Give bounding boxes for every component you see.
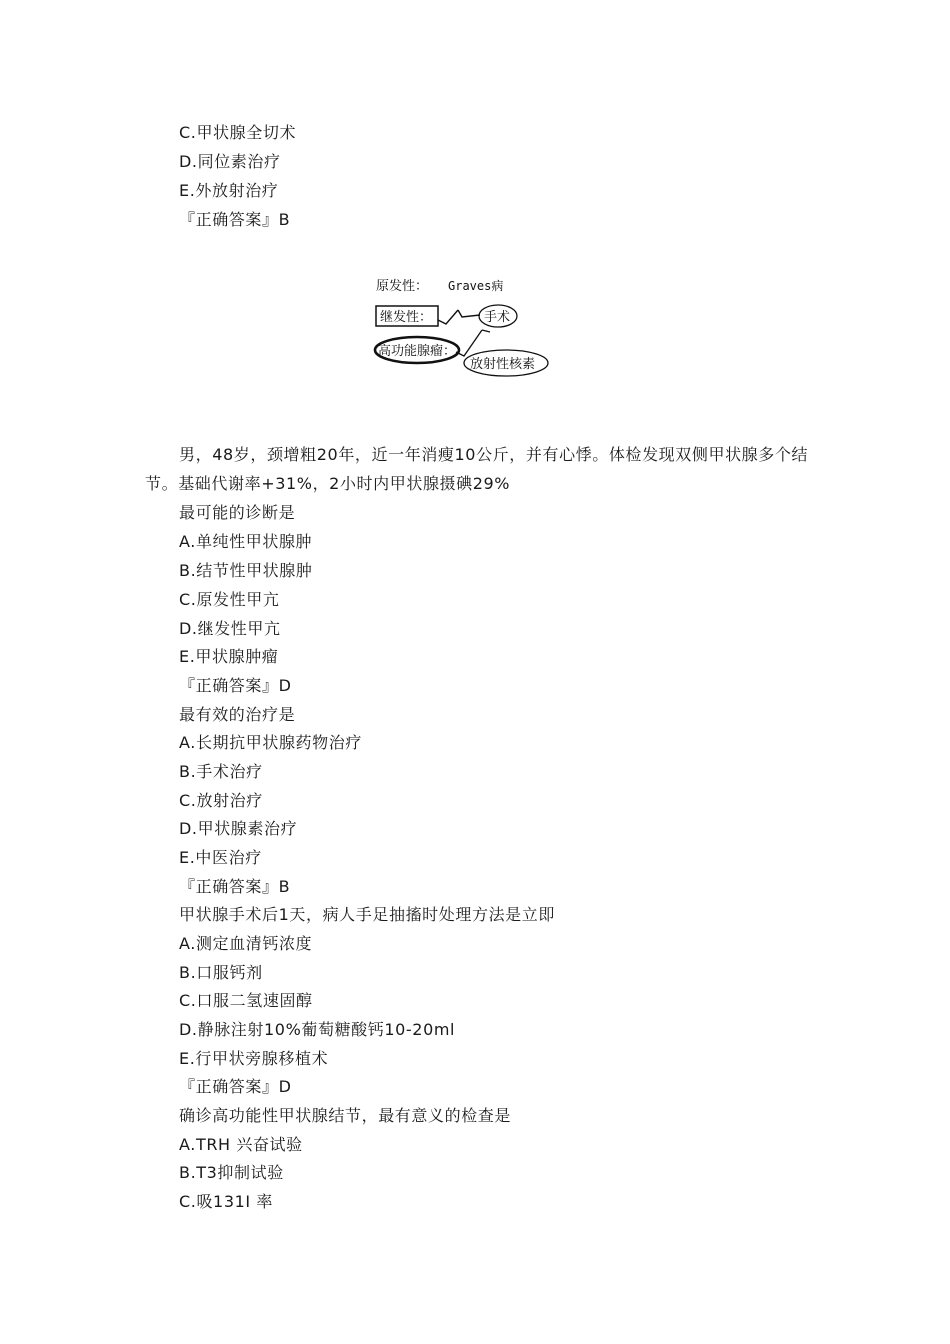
option-a: A.单纯性甲状腺肿 (179, 532, 313, 551)
answer-line: 『正确答案』D (179, 1077, 292, 1096)
answer-line: 『正确答案』B (179, 877, 291, 896)
answer-line: 『正确答案』D (179, 676, 292, 695)
secondary-label: 继发性： (380, 310, 433, 325)
option-c: C.吸131I 率 (179, 1192, 274, 1211)
primary-label: 原发性： (376, 279, 429, 294)
option-a: A.测定血清钙浓度 (179, 934, 313, 953)
option-c: C.甲状腺全切术 (179, 123, 297, 142)
option-e: E.甲状腺肿瘤 (179, 647, 279, 666)
option-a: A.TRH 兴奋试验 (179, 1135, 303, 1154)
primary-value: Graves病 (448, 279, 504, 293)
question: 最有效的治疗是 (179, 705, 296, 724)
option-b: B.手术治疗 (179, 762, 263, 781)
option-a: A.长期抗甲状腺药物治疗 (179, 733, 362, 752)
question: 确诊高功能性甲状腺结节，最有意义的检查是 (179, 1106, 512, 1125)
option-d: D.甲状腺素治疗 (179, 819, 298, 838)
option-c: C.口服二氢速固醇 (179, 991, 313, 1010)
surgery-label: 手术 (484, 310, 511, 325)
option-d: D.静脉注射10%葡萄糖酸钙10-20ml (179, 1020, 456, 1039)
option-e: E.行甲状旁腺移植术 (179, 1049, 329, 1068)
answer-line: 『正确答案』B (179, 210, 291, 229)
option-d: D.继发性甲亢 (179, 619, 281, 638)
radionuclide-label: 放射性核素 (470, 357, 536, 372)
option-c: C.原发性甲亢 (179, 590, 280, 609)
option-d: D.同位素治疗 (179, 152, 281, 171)
hyperthyroid-treatment-diagram (370, 270, 555, 385)
option-b: B.T3抑制试验 (179, 1163, 284, 1182)
option-e: E.中医治疗 (179, 848, 262, 867)
question: 最可能的诊断是 (179, 503, 296, 522)
question: 甲状腺手术后1天，病人手足抽搐时处理方法是立即 (179, 905, 555, 924)
option-b: B.口服钙剂 (179, 963, 263, 982)
check-mark-icon (438, 310, 480, 324)
option-e: E.外放射治疗 (179, 181, 279, 200)
case-stem: 男，48岁，颈增粗20年，近一年消瘦10公斤，并有心悸。体检发现双侧甲状腺多个结节。基础代谢率+31%，2小时内甲状腺摄碘29% (145, 445, 809, 493)
adenoma-label: 高功能腺瘤： (378, 344, 457, 359)
option-c: C.放射治疗 (179, 791, 263, 810)
option-b: B.结节性甲状腺肿 (179, 561, 313, 580)
